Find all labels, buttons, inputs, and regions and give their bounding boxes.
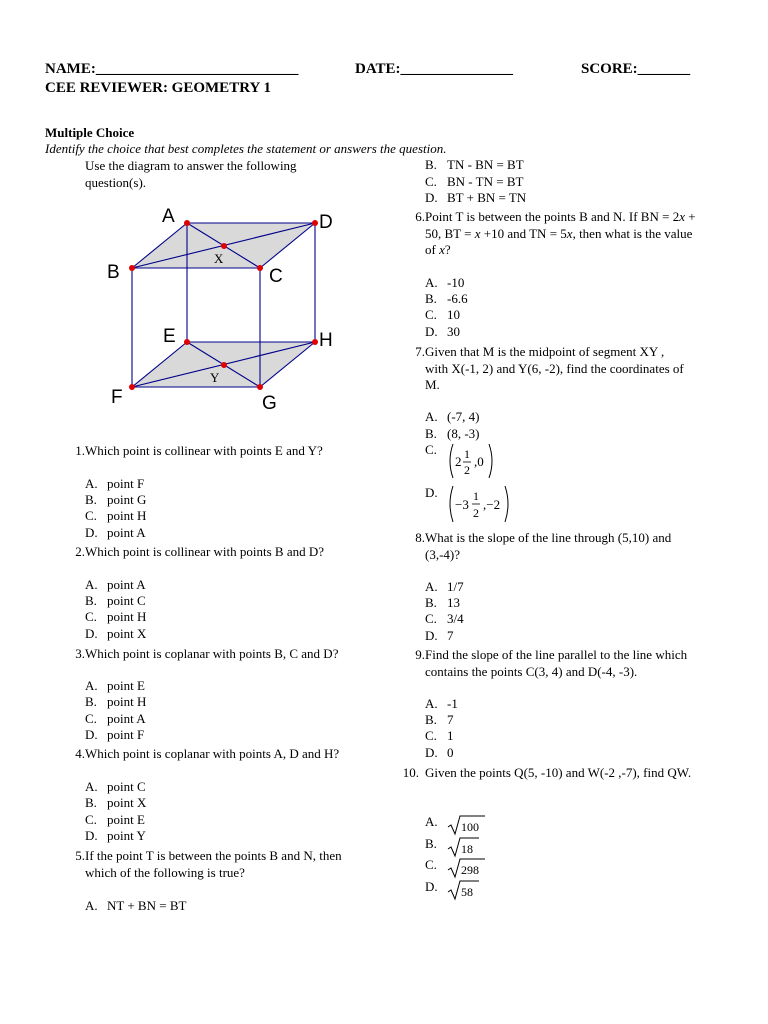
question-number: 2. [75, 544, 85, 559]
diagram-intro: Use the diagram to answer the following question(s). [85, 158, 297, 190]
option-10b-sqrt[interactable] [447, 836, 481, 858]
question-number: 1. [75, 443, 85, 458]
label-y: Y [210, 370, 220, 385]
section-title: Multiple Choice [45, 125, 135, 140]
question-number: 9. [415, 647, 425, 662]
date-field-label: DATE:_______________ [355, 61, 514, 77]
option-1a[interactable]: A. point F [85, 476, 145, 491]
question-text: Which point is collinear with points E and Y? [85, 443, 323, 458]
cube-diagram [100, 200, 350, 415]
option-6b[interactable]: B. -6.6 [425, 291, 468, 306]
point-a-dot [184, 220, 190, 226]
svg-text:2: 2 [455, 454, 462, 469]
option-4a[interactable]: A. point C [85, 779, 146, 794]
label-c: C [269, 266, 283, 287]
point-e-dot [184, 339, 190, 345]
point-f-dot [129, 384, 135, 390]
option-7a[interactable]: A. (-7, 4) [425, 409, 480, 424]
label-d: D [319, 212, 333, 233]
option-10a[interactable]: A. [425, 814, 438, 829]
option-2b[interactable]: B. point C [85, 593, 146, 608]
option-5a[interactable]: A. NT + BN = BT [85, 898, 187, 913]
label-x: X [214, 251, 224, 266]
label-e: E [163, 326, 176, 347]
option-5d[interactable]: D. BT + BN = TN [425, 190, 527, 205]
option-3b[interactable]: B. point H [85, 694, 147, 709]
label-f: F [111, 387, 123, 408]
point-c-dot [257, 265, 263, 271]
question-text: Given the points Q(5, -10) and W(-2 ,-7), find QW. [425, 765, 692, 780]
option-7d-mixed-number[interactable] [446, 484, 512, 526]
svg-text:1: 1 [464, 447, 470, 461]
option-8b[interactable]: B. 13 [425, 595, 460, 610]
question-text: Find the slope of the line parallel to the line which contains the points C(3, 4) and D(-4, -3). [425, 647, 688, 679]
svg-text:2: 2 [473, 506, 479, 520]
option-9c[interactable]: C. 1 [425, 728, 454, 743]
score-field-label: SCORE:_______ [581, 61, 691, 77]
option-3c[interactable]: C. point A [85, 711, 146, 726]
point-h-dot [312, 339, 318, 345]
option-8d[interactable]: D. 7 [425, 628, 454, 643]
option-9a[interactable]: A. -1 [425, 696, 458, 711]
question-number: 8. [415, 530, 425, 545]
option-7d[interactable]: D. [425, 485, 438, 500]
svg-text:,−2: ,−2 [483, 497, 501, 512]
option-4b[interactable]: B. point X [85, 795, 147, 810]
option-9b[interactable]: B. 7 [425, 712, 454, 727]
question-number: 7. [415, 344, 425, 359]
option-10d[interactable]: D. [425, 879, 438, 894]
question-text: Which point is coplanar with points A, D and H? [85, 746, 340, 761]
svg-text:18: 18 [461, 842, 473, 856]
point-g-dot [257, 384, 263, 390]
svg-text:,0: ,0 [474, 454, 484, 469]
option-7c-mixed-number[interactable] [446, 442, 496, 482]
option-3d[interactable]: D. point F [85, 727, 145, 742]
point-d-dot [312, 220, 318, 226]
option-2d[interactable]: D. point X [85, 626, 147, 641]
option-10a-sqrt[interactable] [447, 814, 487, 836]
option-4d[interactable]: D. point Y [85, 828, 146, 843]
option-10c[interactable]: C. [425, 857, 437, 872]
point-b-dot [129, 265, 135, 271]
option-2a[interactable]: A. point A [85, 577, 146, 592]
question-number: 3. [75, 646, 85, 661]
name-field-label: NAME:___________________________ [45, 61, 299, 77]
svg-text:298: 298 [461, 863, 479, 877]
question-text: Which point is collinear with points B and D? [85, 544, 325, 559]
svg-text:−3: −3 [455, 497, 469, 512]
option-5b[interactable]: B. TN - BN = BT [425, 157, 524, 172]
point-x-dot [221, 243, 227, 249]
question-number: 6. [415, 209, 425, 224]
svg-text:58: 58 [461, 885, 473, 899]
question-number: 5. [75, 848, 85, 863]
option-10b[interactable]: B. [425, 836, 437, 851]
question-number: 10. [402, 765, 419, 780]
question-text: If the point T is between the points B and N, then which of the following is true? [85, 848, 342, 880]
option-9d[interactable]: D. 0 [425, 745, 454, 760]
option-10c-sqrt[interactable] [447, 857, 487, 879]
option-3a[interactable]: A. point E [85, 678, 145, 693]
label-b: B [107, 262, 120, 283]
label-a: A [162, 206, 175, 227]
option-8a[interactable]: A. 1/7 [425, 579, 464, 594]
option-1d[interactable]: D. point A [85, 525, 146, 540]
question-number: 4. [75, 746, 85, 761]
option-1c[interactable]: C. point H [85, 508, 147, 523]
option-1b[interactable]: B. point G [85, 492, 147, 507]
svg-text:1: 1 [473, 489, 479, 503]
label-g: G [262, 393, 277, 414]
option-6d[interactable]: D. 30 [425, 324, 460, 339]
question-text: Given that M is the midpoint of segment XY , with X(-1, 2) and Y(6, -2), find the coordinates of M. [425, 344, 684, 392]
label-h: H [319, 330, 333, 351]
option-5c[interactable]: C. BN - TN = BT [425, 174, 524, 189]
option-7b[interactable]: B. (8, -3) [425, 426, 480, 441]
question-text: What is the slope of the line through (5,10) and (3,-4)? [425, 530, 672, 562]
page-title: CEE REVIEWER: GEOMETRY 1 [45, 80, 272, 96]
option-6a[interactable]: A. -10 [425, 275, 465, 290]
svg-text:100: 100 [461, 820, 479, 834]
option-8c[interactable]: C. 3/4 [425, 611, 464, 626]
option-6c[interactable]: C. 10 [425, 307, 460, 322]
point-y-dot [221, 362, 227, 368]
section-instructions: Identify the choice that best completes the statement or answers the question. [45, 141, 447, 156]
option-7c[interactable]: C. [425, 442, 437, 457]
question-text: Which point is coplanar with points B, C and D? [85, 646, 339, 661]
question-text: Point T is between the points B and N. If BN = 2x + 50, BT = x +10 and TN = 5x, then what is the value of x? [425, 209, 696, 257]
option-4c[interactable]: C. point E [85, 812, 145, 827]
option-10d-sqrt[interactable] [447, 879, 481, 901]
option-2c[interactable]: C. point H [85, 609, 147, 624]
svg-text:2: 2 [464, 463, 470, 477]
